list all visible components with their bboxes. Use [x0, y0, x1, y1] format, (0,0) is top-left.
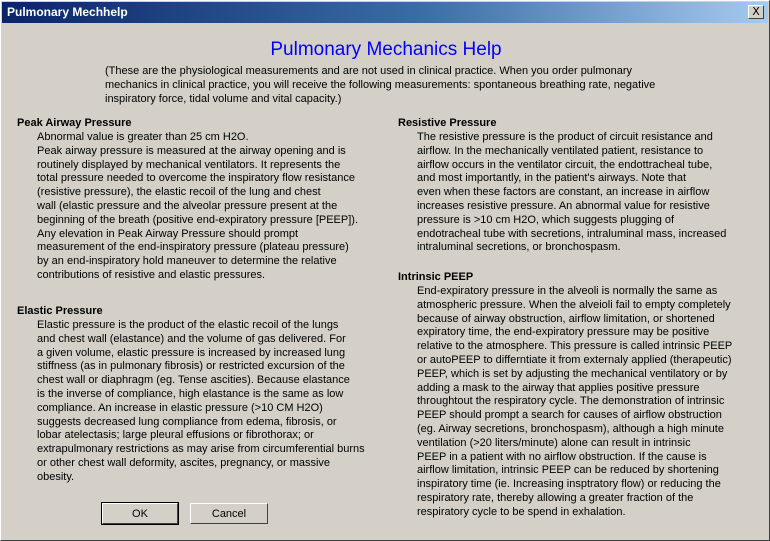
resistive-pressure-title: Resistive Pressure	[398, 117, 497, 129]
page-title: Pulmonary Mechanics Help	[270, 39, 502, 60]
resistive-pressure-text: The resistive pressure is the product of circuit resistance and airflow. In the mechanically ventilated patient, resistance to airflow occurs in the ventilator circuit, the endottracheal tube, and most importantly, in the patient's airways. Note that even when these factors are constant, an increase in airflow increases resistive pressure. An abnormal value for resistive pressure is >10 cm H2O, which suggests plugging of endotracheal tube with secretions, intraluminal mass, increased intraluminal secretions, or bronchospasm.	[417, 131, 727, 254]
elastic-pressure-text: Elastic pressure is the product of the elastic recoil of the lungs and chest wall (elastance) and the volume of gas delivered. For a given volume, elastic pressure is increased by increased lung stiffness (as in pulmonary fibrosis) or restricted excursion of the chest wall or diaphragm (eg. Tense ascities). Because elastance is the inverse of compliance, high elastance is the same as low compliance. An increase in elastic pressure (>10 CM H2O) suggests decreased lung compliance from edema, fibrosis, or lobar atelectasis; large pleural effusions or fibrothorax; or extrapulmonary restrictions as may arise from circumferential burns or other chest wall deformity, ascites, pregnancy, or massive obesity.	[37, 319, 365, 483]
window-title: Pulmonary Mechhelp	[7, 5, 128, 19]
peak-airway-pressure-title: Peak Airway Pressure	[17, 117, 132, 129]
title-bar[interactable]	[2, 2, 768, 23]
intrinsic-peep-title: Intrinsic PEEP	[398, 271, 474, 283]
close-button[interactable]	[748, 5, 764, 19]
close-icon: X	[752, 5, 760, 18]
intro-text: (These are the physiological measurements and are not used in clinical practice. When you order pulmonary mechanics in clinical practice, you will receive the following measurements: spontaneous breathing rate, negative inspiratory force, tidal volume and vital capacity.)	[105, 65, 656, 105]
cancel-button[interactable]: Cancel	[190, 503, 268, 524]
elastic-pressure-title: Elastic Pressure	[17, 305, 103, 317]
ok-button[interactable]: OK	[102, 503, 178, 524]
intrinsic-peep-text: End-expiratory pressure in the alveoli is normally the same as atmospheric pressure. When the alveioli fail to empty completely because of airway obstruction, airflow limitation, or shortened expiratory time, the end-expiratory pressure may be positive relative to the atmosphere. This pressure is called intrinsic PEEP or autoPEEP to differntiate it from externaly applied (therapeutic) PEEP, which is set by adjusting the mechanical ventilatory or by adding a mask to the airway that applies positive pressure throughtout the respiratory cycle. The demonstration of intrinsic PEEP should prompt a search for causes of airflow obstruction (eg. Airway secretions, bronchospasm), although a high minute ventilation (>20 liters/minute) alone can result in intrinsic PEEP in a patient with no airflow obstruction. If the cause is airflow limitation, intrinsic PEEP can be reduced by shortening inspiratory time (ie. Increasing insptratory flow) or reducing the respiratory rate, thereby allowing a greater fraction of the respiratory cycle to be spend in exhalation.	[417, 285, 733, 518]
peak-airway-pressure-text: Abnormal value is greater than 25 cm H2O. Peak airway pressure is measured at the airway opening and is routinely displayed by mechanical ventilators. It represents the total pressure needed to overcome the inspiratory flow resistance (resistive pressure), the elastic recoil of the lung and chest wall (elastic pressure and the alveolar pressure present at the beginning of the breath (positive end-expiratory pressure [PEEP]). Any elevation in Peak Airway Pressure should prompt measurement of the end-inspiratory pressure (plateau pressure) by an end-inspiratory hold maneuver to determine the relative contributions of resistive and elastic pressures.	[37, 131, 359, 281]
